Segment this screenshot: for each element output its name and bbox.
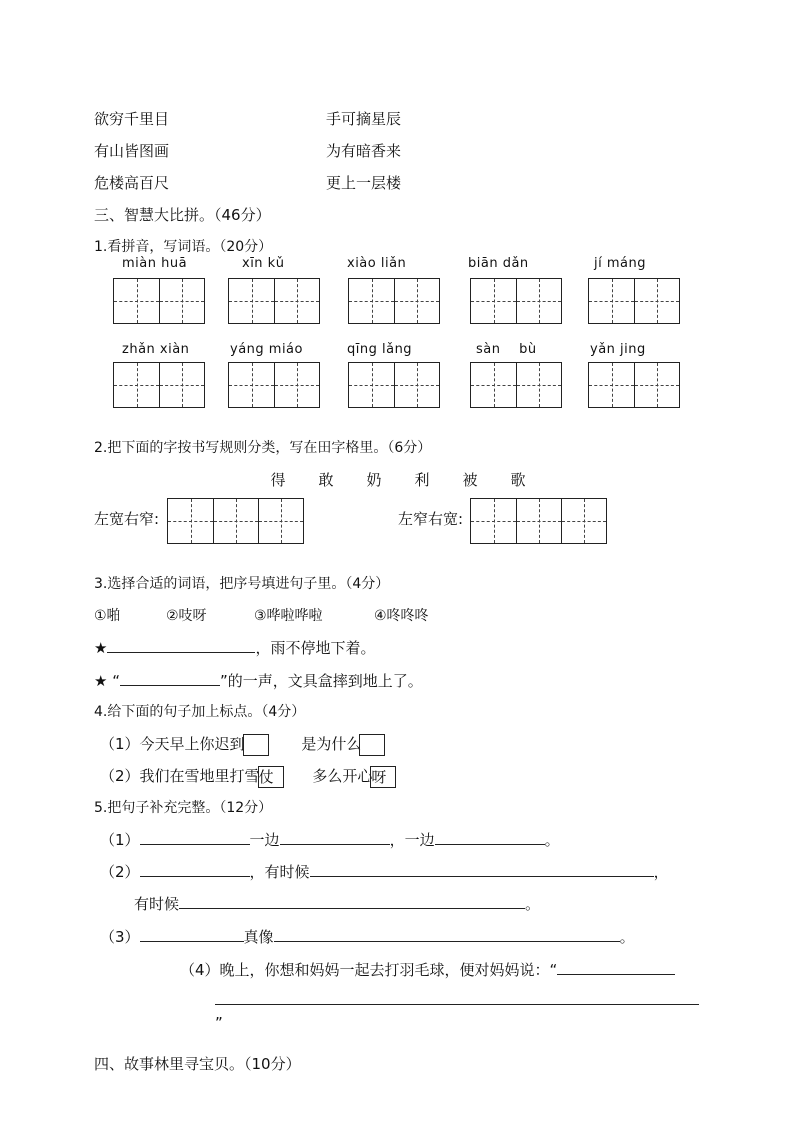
q3-sentence-2 — [94, 670, 423, 691]
punctuation-box[interactable] — [359, 734, 385, 756]
q5-sentence-2 — [100, 861, 669, 882]
q3-title: 3.选择合适的词语，把序号填进句子里。（4分） — [94, 576, 390, 592]
char: 歌 — [510, 471, 526, 489]
q5-sentence-1 — [100, 829, 560, 850]
tianzige-box[interactable] — [348, 278, 440, 324]
sentence-text: 我们在雪地里打雪 — [139, 767, 260, 785]
q4-sentence-2 — [100, 765, 396, 788]
punctuation-box[interactable] — [243, 734, 269, 756]
tianzige-box[interactable] — [470, 362, 562, 408]
blank-line[interactable] — [215, 990, 699, 1005]
item-number: （3） — [100, 928, 140, 946]
pinyin-1-5: jí máng — [594, 256, 646, 271]
tianzige-box[interactable] — [228, 278, 320, 324]
sentence-text: ，雨不停地下着。 — [255, 639, 376, 657]
q1-title: 1.看拼音，写词语。（20分） — [94, 239, 273, 255]
pinyin-1-1: miàn huā — [122, 256, 188, 271]
blank-line[interactable] — [435, 830, 545, 845]
q5-sentence-2b — [134, 893, 540, 914]
label-left-wide: 左宽右窄: — [94, 510, 160, 528]
blank-line[interactable] — [557, 960, 675, 975]
poem-line-2-left: 有山皆图画 — [94, 142, 170, 160]
blank-line[interactable] — [274, 927, 620, 942]
char: 得 — [270, 471, 286, 489]
q4-sentence-1 — [100, 733, 385, 756]
poem-line-1-right: 手可摘星辰 — [326, 110, 402, 128]
char: 被 — [462, 471, 478, 489]
tianzige-box[interactable] — [113, 278, 205, 324]
tianzige-box[interactable] — [113, 362, 205, 408]
sentence-text: 晚上，你想和妈妈一起去打羽毛球，便对妈妈说：“ — [219, 961, 558, 979]
blank-line[interactable] — [120, 671, 220, 686]
poem-line-1-left: 欲穷千里目 — [94, 110, 170, 128]
quote-close: ” — [215, 1014, 223, 1032]
section-3-title: 三、智慧大比拼。（46分） — [94, 206, 271, 224]
blank-line[interactable] — [310, 862, 654, 877]
pinyin-2-2: yáng miáo — [230, 342, 303, 357]
tianzige-box[interactable] — [588, 362, 680, 408]
tianzige-row-left-wide[interactable] — [167, 498, 304, 544]
item-number: （1） — [100, 831, 140, 849]
sentence-text: 多么开心 — [312, 767, 373, 785]
sentence-text: 仗 — [258, 767, 274, 786]
tianzige-box[interactable] — [348, 362, 440, 408]
sentence-text: 有时候 — [134, 895, 180, 913]
q3-option-2: ②吱呀 — [166, 608, 207, 624]
q5-sentence-4 — [180, 959, 675, 980]
sentence-text: 今天早上你迟到 — [139, 735, 245, 753]
star-icon: ★ — [94, 639, 108, 657]
q5-sentence-3 — [100, 926, 635, 947]
section-4-title: 四、故事林里寻宝贝。（10分） — [94, 1055, 301, 1073]
sentence-text: ，有时候 — [249, 863, 310, 881]
punctuation-box[interactable] — [258, 766, 284, 788]
blank-line[interactable] — [280, 830, 390, 845]
item-number: （2） — [100, 767, 140, 785]
sentence-text: ，一边 — [389, 831, 435, 849]
sentence-text: 是为什么 — [301, 735, 362, 753]
pinyin-1-4: biān dǎn — [468, 256, 529, 271]
char: 利 — [414, 471, 430, 489]
tianzige-box[interactable] — [228, 362, 320, 408]
punctuation-box[interactable] — [370, 766, 396, 788]
char: 奶 — [366, 471, 382, 489]
pinyin-1-2: xīn kǔ — [242, 256, 285, 271]
blank-line[interactable] — [107, 638, 255, 653]
item-number: （4） — [180, 961, 220, 979]
q3-sentence-1 — [94, 637, 375, 658]
pinyin-2-1: zhǎn xiàn — [122, 342, 190, 357]
tianzige-box[interactable] — [588, 278, 680, 324]
sentence-text: 一边 — [249, 831, 280, 849]
quote-open: “ — [112, 672, 121, 690]
tianzige-box[interactable] — [470, 278, 562, 324]
poem-line-2-right: 为有暗香来 — [326, 142, 402, 160]
sentence-text: 真像 — [243, 928, 274, 946]
item-number: （2） — [100, 863, 140, 881]
pinyin-1-3: xiào liǎn — [347, 256, 407, 271]
sentence-text: 。 — [525, 895, 541, 913]
q5-title: 5.把句子补充完整。（12分） — [94, 800, 273, 816]
poem-line-3-left: 危楼高百尺 — [94, 174, 170, 192]
sentence-text: ， — [653, 863, 669, 881]
blank-line[interactable] — [140, 927, 244, 942]
pinyin-2-3: qīng lǎng — [347, 342, 413, 357]
q2-char-row — [254, 469, 542, 490]
sentence-text: 呀 — [371, 767, 387, 786]
q3-option-1: ①啪 — [94, 608, 121, 624]
blank-line[interactable] — [179, 894, 525, 909]
blank-line[interactable] — [140, 830, 250, 845]
q3-option-4: ④咚咚咚 — [374, 608, 429, 624]
q3-option-3: ③哗啦哗啦 — [254, 608, 323, 624]
q4-title: 4.给下面的句子加上标点。（4分） — [94, 704, 306, 720]
item-number: （1） — [100, 735, 140, 753]
poem-line-3-right: 更上一层楼 — [326, 174, 402, 192]
sentence-text: 。 — [544, 831, 560, 849]
star-icon: ★ — [94, 672, 108, 690]
blank-line[interactable] — [140, 862, 250, 877]
tianzige-row-left-narrow[interactable] — [470, 498, 607, 544]
pinyin-2-5: yǎn jing — [590, 342, 646, 357]
sentence-text: 。 — [619, 928, 635, 946]
label-left-narrow: 左窄右宽: — [398, 510, 464, 528]
pinyin-2-4: sàn bù — [476, 342, 537, 357]
char: 敢 — [318, 471, 334, 489]
sentence-text: ”的一声，文具盒摔到地上了。 — [220, 672, 423, 690]
q2-title: 2.把下面的字按书写规则分类，写在田字格里。（6分） — [94, 440, 432, 456]
